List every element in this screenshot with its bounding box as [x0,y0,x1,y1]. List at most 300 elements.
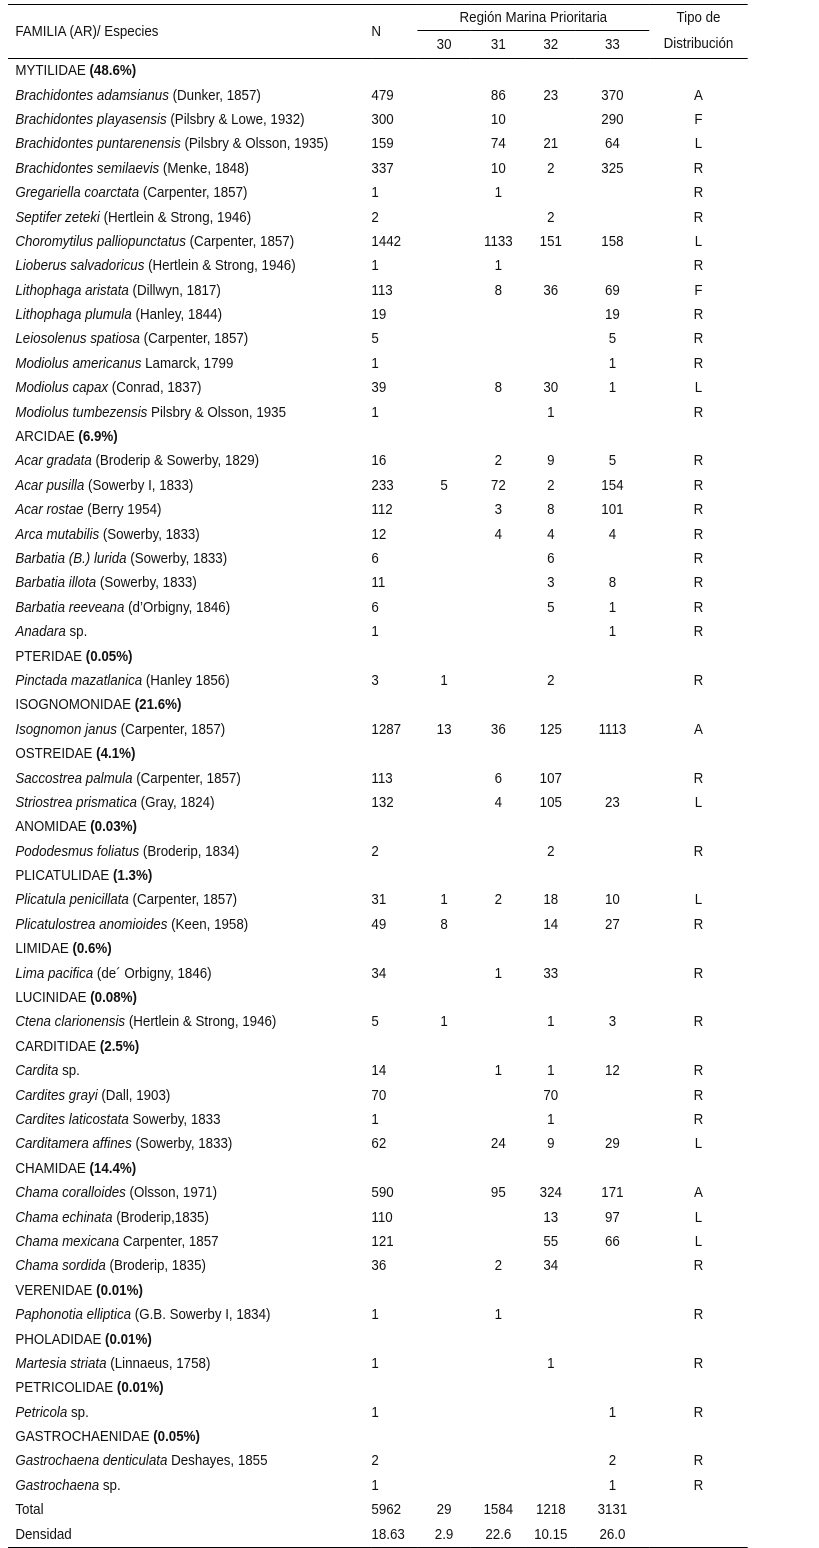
count-region-33: 12 [605,1063,620,1080]
species-epithet: Barbatia illota [15,575,97,592]
species-name [8,303,371,327]
species-epithet: Carditamera affines [15,1136,132,1153]
species-authority: (Carpenter, 1857) [116,721,226,738]
species-name [8,449,371,473]
family-percent: (0.08%) [90,990,137,1007]
species-row [8,913,748,937]
species-row [8,791,748,815]
species-name [8,83,371,107]
distribution-type: F [694,282,703,299]
family-name [8,1327,748,1351]
family-row [8,1425,748,1449]
header-tipo-line2: Distribución [663,36,734,53]
species-epithet: Pododesmus foliatus [15,843,140,860]
totals-region-31: 22.6 [485,1526,512,1543]
species-name [8,1205,371,1229]
count-n: 5 [371,331,379,348]
species-authority: (Keen, 1958) [167,916,249,933]
species-name [8,108,371,132]
species-authority: Sowerby, 1833 [128,1111,221,1128]
totals-label: Total [15,1502,44,1519]
species-authority: (Carpenter, 1857) [139,185,248,202]
count-region-33: 1 [608,624,617,641]
count-region-31 [471,1400,526,1424]
count-region-31 [471,1352,526,1376]
count-region-32: 5 [547,599,555,616]
distribution-type: R [693,1307,704,1324]
species-row [8,498,748,522]
count-region-33 [576,1108,650,1132]
count-region-33: 4 [608,526,617,543]
count-region-33: 1 [608,599,617,616]
count-region-33: 1113 [598,721,627,738]
count-region-30 [417,766,470,790]
species-row [8,1083,748,1107]
species-epithet: Lithophaga plumula [15,307,132,324]
count-n: 34 [371,965,387,982]
species-name [8,1230,371,1254]
family-name [8,937,748,961]
species-epithet: Gastrochaena denticulata [15,1453,168,1470]
header-row-1 [8,5,748,31]
species-epithet: Brachidontes semilaevis [15,160,163,177]
count-region-33: 1 [608,1404,617,1421]
species-row [8,547,748,571]
species-name [8,522,371,546]
species-authority: (Sowerby, 1833) [126,551,228,567]
count-region-32 [526,620,576,644]
species-name [8,888,371,912]
species-name [8,1181,371,1205]
family-name [8,1279,748,1303]
distribution-type: R [693,258,704,275]
count-region-31 [471,1108,526,1132]
count-region-33: 97 [605,1209,620,1226]
count-n: 36 [371,1258,387,1275]
species-authority: (Carpenter, 1857) [189,233,295,250]
distribution-type: R [693,502,704,519]
count-n: 159 [371,136,394,153]
species-row [8,205,748,229]
count-region-30 [417,791,470,815]
species-name [8,1010,371,1034]
count-n: 1 [371,1111,379,1128]
species-name [8,1474,371,1498]
species-row [8,83,748,107]
species-name [8,840,371,864]
species-authority: (Hertlein & Strong, 1946) [125,1014,277,1031]
species-name [8,596,371,620]
species-epithet: Acar pusilla [15,477,85,494]
count-region-32: 1 [547,1355,555,1372]
distribution-type: R [693,1404,704,1421]
species-name [8,352,371,376]
count-region-31 [471,913,526,937]
distribution-type: L [694,233,703,250]
count-region-33: 325 [601,160,624,177]
family-name [8,864,748,888]
family-name [8,425,748,449]
count-region-31 [471,620,526,644]
count-region-30: 8 [440,916,448,933]
family-row [8,59,748,84]
totals-region-33: 3131 [597,1502,628,1519]
count-region-33 [576,766,650,790]
family-percent: (0.01%) [116,1380,164,1397]
species-authority: sp. [58,1063,80,1080]
species-epithet: Striostrea prismatica [15,794,137,811]
header-region: Región Marina Prioritaria [417,5,649,31]
count-region-33 [576,181,650,205]
count-region-33: 10 [605,892,620,909]
species-epithet: Petricola [15,1404,68,1421]
species-name [8,498,371,522]
family-percent: (1.3%) [112,868,153,885]
species-authority: (Sowerby, 1833) [99,526,200,543]
count-region-33 [576,1254,650,1278]
species-epithet: Modiolus capax [15,380,109,397]
species-name [8,620,371,644]
distribution-type: A [694,721,703,738]
count-region-30 [417,1230,470,1254]
count-n: 590 [371,1185,394,1202]
distribution-type: R [693,672,704,689]
species-epithet: Lithophaga aristata [15,282,129,299]
count-n: 337 [371,160,394,177]
distribution-type: R [693,185,704,202]
distribution-type: R [693,307,704,324]
family-label: ARCIDAE [15,429,79,446]
count-region-31: 74 [490,136,506,153]
species-row [8,1400,748,1424]
count-region-32 [526,352,576,376]
count-n: 113 [371,282,393,299]
species-row [8,840,748,864]
count-region-30: 1 [440,672,448,689]
family-percent: (0.05%) [85,648,133,665]
species-row [8,888,748,912]
header-familia: FAMILIA (AR)/ Especies [15,23,159,40]
family-row [8,1279,748,1303]
species-row [8,279,748,303]
count-region-32: 14 [543,916,559,933]
count-region-30 [417,1400,470,1424]
species-epithet: Septifer zeteki [15,209,100,226]
species-row [8,961,748,985]
count-region-32: 8 [547,502,555,519]
count-region-31: 72 [490,477,506,494]
count-region-30 [417,352,470,376]
count-region-33: 154 [601,477,624,494]
count-region-31 [471,327,526,351]
count-region-30 [417,1059,470,1083]
family-label: LIMIDAE [15,941,73,958]
count-region-32: 125 [539,721,562,738]
distribution-type: L [694,380,703,397]
species-epithet: Leiosolenus spatiosa [15,331,140,348]
family-percent: (0.6%) [72,941,112,958]
count-region-33 [576,1352,650,1376]
species-row [8,766,748,790]
species-name [8,766,371,790]
count-n: 1 [371,185,379,202]
count-region-32: 105 [539,794,562,811]
family-label: CHAMIDAE [15,1160,90,1177]
count-n: 1 [371,1355,379,1372]
distribution-type: F [694,111,703,128]
species-row [8,1254,748,1278]
species-row [8,596,748,620]
count-region-32 [526,327,576,351]
count-region-32: 34 [543,1258,559,1275]
species-epithet: Acar gradata [15,453,92,470]
count-region-33 [576,205,650,229]
count-region-30 [417,181,470,205]
distribution-type: R [693,331,704,348]
distribution-type: L [694,1209,703,1226]
family-percent: (0.05%) [153,1429,200,1446]
count-region-31 [471,1230,526,1254]
distribution-type: A [694,1185,703,1202]
species-row [8,400,748,424]
family-label: PTERIDAE [15,648,86,665]
species-row [8,327,748,351]
family-label: PLICATULIDAE [15,868,113,885]
species-name [8,474,371,498]
count-region-32 [526,1474,576,1498]
count-region-33 [576,547,650,571]
count-region-32: 4 [547,526,555,543]
species-epithet: Choromytilus palliopunctatus [15,233,190,250]
species-row [8,181,748,205]
count-region-32: 70 [543,1087,559,1104]
species-row [8,449,748,473]
count-region-32 [526,181,576,205]
species-authority: sp. [99,1477,121,1494]
family-row [8,815,748,839]
header-region-31: 31 [490,36,506,53]
family-label: OSTREIDAE [15,746,97,763]
species-epithet: Martesia striata [15,1355,107,1372]
count-region-31 [471,840,526,864]
count-region-33: 27 [605,916,620,933]
species-epithet: Barbatia reeveana [15,599,125,616]
family-percent: (4.1%) [96,746,136,763]
family-label: VERENIDAE [15,1282,97,1299]
species-epithet: Ctena clarionensis [15,1014,126,1031]
count-region-33: 290 [601,111,624,128]
species-epithet: Paphonotia elliptica [15,1307,132,1324]
count-region-31 [471,1474,526,1498]
species-name [8,254,371,278]
distribution-type: R [693,1453,704,1470]
family-name [8,986,748,1010]
family-name [8,59,748,84]
species-row [8,718,748,742]
count-region-33: 23 [605,794,620,811]
count-region-32: 2 [547,209,555,226]
count-region-32 [526,254,576,278]
species-row [8,1132,748,1156]
count-region-33: 101 [601,502,624,519]
count-region-30 [417,620,470,644]
species-name [8,205,371,229]
count-region-30 [417,498,470,522]
count-region-33: 370 [601,87,624,104]
count-n: 1 [371,355,379,372]
distribution-type: R [693,599,704,616]
family-percent: (0.03%) [90,819,137,836]
family-name [8,693,748,717]
species-epithet: Modiolus americanus [15,355,142,372]
species-table [8,4,748,1548]
species-row [8,352,748,376]
family-name [8,815,748,839]
totals-region-30: 29 [436,1502,452,1519]
species-name [8,132,371,156]
species-authority: (Broderip, 1835) [105,1258,206,1275]
species-epithet: Gastrochaena [15,1477,100,1494]
species-row [8,108,748,132]
species-authority: (Olsson, 1971) [125,1185,218,1202]
species-row [8,132,748,156]
totals-label: Densidad [15,1526,72,1543]
species-name [8,547,371,571]
family-label: MYTILIDAE [15,63,90,80]
count-region-31: 8 [494,380,503,397]
family-label: ANOMIDAE [15,819,91,836]
distribution-type: L [694,1136,703,1153]
species-authority: (Dunker, 1857) [168,87,261,104]
count-n: 233 [371,477,394,494]
count-region-31: 10 [490,111,506,128]
distribution-type: R [693,965,704,982]
species-row [8,571,748,595]
count-region-33: 29 [605,1136,620,1153]
count-region-31: 3 [494,502,503,519]
species-epithet: Cardita [15,1063,59,1080]
species-authority: (d’Orbigny, 1846) [124,599,231,616]
count-region-30 [417,400,470,424]
species-epithet: Brachidontes adamsianus [15,87,169,104]
totals-tipo [649,1522,747,1547]
distribution-type: L [694,794,703,811]
family-row [8,1376,748,1400]
distribution-type: R [693,551,704,567]
count-region-33 [576,254,650,278]
distribution-type: R [693,209,704,226]
species-authority: (Carpenter, 1857) [139,331,249,348]
species-authority: Lamarck, 1799 [141,355,234,372]
distribution-type: R [693,453,704,470]
totals-n: 18.63 [371,1526,405,1543]
species-authority: (Gray, 1824) [136,794,215,811]
species-name [8,1132,371,1156]
count-region-32: 21 [543,136,559,153]
species-authority: (Hanley, 1844) [131,307,223,324]
count-region-33: 64 [605,136,620,153]
species-row [8,1205,748,1229]
count-region-33: 3 [608,1014,617,1031]
count-region-31: 1133 [484,233,513,250]
species-row [8,157,748,181]
count-region-33: 8 [608,575,617,592]
count-region-32: 23 [543,87,559,104]
species-name [8,718,371,742]
species-epithet: Isognomon janus [15,721,117,738]
count-region-31: 4 [494,526,503,543]
count-region-33: 1 [608,380,617,397]
species-name [8,1449,371,1473]
family-percent: (2.5%) [99,1038,140,1055]
count-region-31 [471,400,526,424]
species-name [8,1254,371,1278]
distribution-type: R [693,160,704,177]
count-region-30: 1 [440,1014,448,1031]
species-authority: sp. [67,1404,89,1421]
species-authority: (Dillwyn, 1817) [128,282,221,299]
species-authority: (Broderip,1835) [112,1209,209,1226]
count-region-30 [417,1254,470,1278]
distribution-type: R [693,624,704,641]
totals-region-32: 10.15 [534,1526,568,1543]
count-region-30 [417,1132,470,1156]
totals-region-33: 26.0 [599,1526,626,1543]
count-n: 19 [371,307,387,324]
species-row [8,230,748,254]
species-row [8,1352,748,1376]
count-n: 1 [371,1477,379,1494]
family-label: ISOGNOMONIDAE [15,697,135,714]
count-region-33: 158 [601,233,624,250]
species-authority: (Sowerby I, 1833) [84,477,194,494]
count-region-30: 5 [440,477,448,494]
count-region-32: 55 [543,1233,559,1250]
count-region-32: 107 [539,770,562,787]
distribution-type: R [693,770,704,787]
species-authority: (Hanley 1856) [142,672,230,689]
family-label: GASTROCHAENIDAE [15,1429,154,1446]
species-epithet: Brachidontes playasensis [15,111,167,128]
count-region-30 [417,1083,470,1107]
family-name [8,1035,748,1059]
count-region-33: 5 [608,331,617,348]
species-epithet: Gregariella coarctata [15,185,140,202]
count-region-32: 9 [547,1136,555,1153]
species-name [8,669,371,693]
species-authority: Deshayes, 1855 [167,1453,268,1470]
count-region-32: 18 [543,892,559,909]
species-authority: (Pilsbry & Olsson, 1935) [180,136,329,153]
distribution-type: R [693,575,704,592]
species-epithet: Pinctada mazatlanica [15,672,143,689]
count-region-30 [417,376,470,400]
count-n: 12 [371,526,387,543]
species-name [8,1352,371,1376]
count-region-30 [417,1303,470,1327]
family-label: CARDITIDAE [15,1038,100,1055]
species-row [8,1010,748,1034]
species-name [8,1108,371,1132]
distribution-type: L [694,136,703,153]
count-region-32 [526,1400,576,1424]
species-row [8,620,748,644]
count-region-30 [417,1352,470,1376]
distribution-type: R [693,404,704,421]
count-region-32: 1 [547,404,555,421]
species-epithet: Acar rostae [15,502,84,519]
density-row [8,1522,748,1547]
